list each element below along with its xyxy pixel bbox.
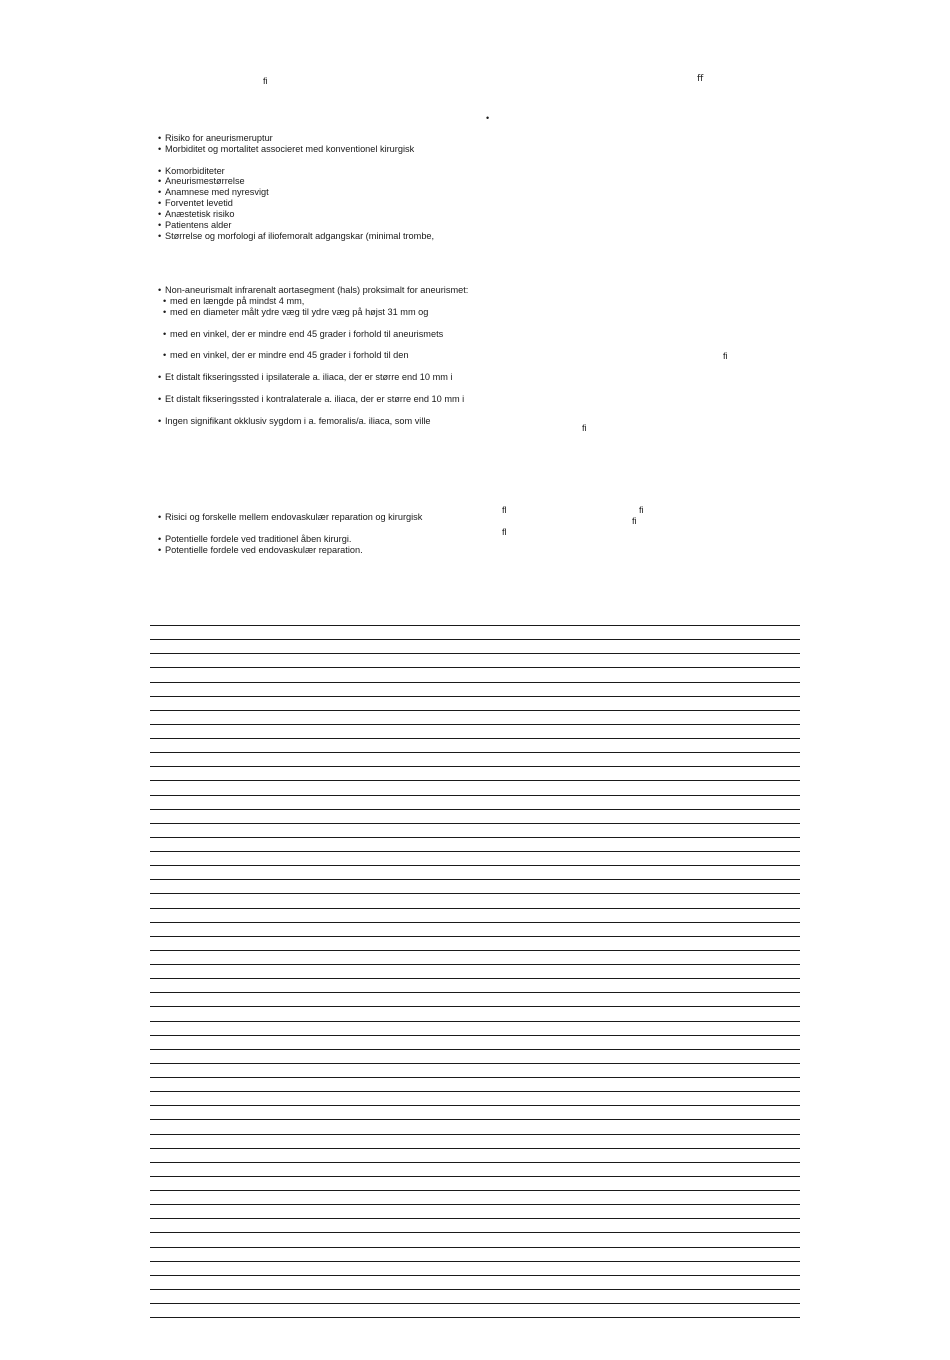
sub-list-item: • med en vinkel, der er mindre end 45 grader i forhold til den xyxy=(163,350,409,360)
ligature-fl: ﬂ xyxy=(502,505,507,515)
note-line xyxy=(150,809,800,823)
note-line xyxy=(150,922,800,936)
note-line xyxy=(150,936,800,950)
list-item: • Ingen signifikant okklusiv sygdom i a. femoralis/a. iliaca, som ville xyxy=(158,416,431,426)
note-line xyxy=(150,1275,800,1289)
note-line xyxy=(150,667,800,681)
note-line xyxy=(150,724,800,738)
list-item: • Komorbiditeter xyxy=(158,166,225,176)
note-line xyxy=(150,1049,800,1063)
list-item: • Anæstetisk risiko xyxy=(158,209,235,219)
note-line xyxy=(150,992,800,1006)
note-line xyxy=(150,752,800,766)
note-line xyxy=(150,1204,800,1218)
note-line xyxy=(150,738,800,752)
note-line xyxy=(150,1303,800,1317)
note-line xyxy=(150,964,800,978)
note-line xyxy=(150,1176,800,1190)
note-line xyxy=(150,1077,800,1091)
note-line xyxy=(150,1134,800,1148)
note-line xyxy=(150,837,800,851)
note-line xyxy=(150,1105,800,1119)
ligature-fl: ﬂ xyxy=(502,527,507,537)
note-line xyxy=(150,1162,800,1176)
note-line xyxy=(150,1232,800,1246)
note-line xyxy=(150,1218,800,1232)
list-item: • Aneurismestørrelse xyxy=(158,176,245,186)
sub-list-item: • med en længde på mindst 4 mm, xyxy=(163,296,305,306)
list-item: • Et distalt fikseringssted i ipsilaterale a. iliaca, der er større end 10 mm i xyxy=(158,372,453,382)
note-line xyxy=(150,978,800,992)
note-line xyxy=(150,1261,800,1275)
sub-list-item: • med en vinkel, der er mindre end 45 grader i forhold til aneurismets xyxy=(163,329,444,339)
note-line xyxy=(150,639,800,653)
ligature-ff: ﬀ xyxy=(697,73,704,83)
list-item: • Patientens alder xyxy=(158,220,232,230)
note-line xyxy=(150,851,800,865)
note-line xyxy=(150,696,800,710)
list-item: • Anamnese med nyresvigt xyxy=(158,187,269,197)
list-item: • Potentielle fordele ved traditionel åben kirurgi. xyxy=(158,534,352,544)
ruled-note-lines xyxy=(150,625,800,1331)
note-line xyxy=(150,795,800,809)
note-line xyxy=(150,682,800,696)
ligature-fi: ﬁ xyxy=(639,505,644,515)
note-line xyxy=(150,710,800,724)
note-line xyxy=(150,1289,800,1303)
stray-bullet: • xyxy=(486,113,490,123)
ligature-fi: ﬁ xyxy=(263,76,268,86)
list-item: • Risici og forskelle mellem endovaskulær reparation og kirurgisk xyxy=(158,512,423,522)
note-line xyxy=(150,893,800,907)
list-item: • Størrelse og morfologi af iliofemoralt adgangskar (minimal trombe, xyxy=(158,231,435,241)
list-item: • Non-aneurismalt infrarenalt aortasegment (hals) proksimalt for aneurismet: xyxy=(158,285,469,295)
ligature-fi: ﬁ xyxy=(723,351,728,361)
note-line xyxy=(150,908,800,922)
note-line xyxy=(150,1148,800,1162)
list-item: • Morbiditet og mortalitet associeret med konventionel kirurgisk xyxy=(158,144,415,154)
list-item: • Forventet levetid xyxy=(158,198,233,208)
sub-list-item: • med en diameter målt ydre væg til ydre væg på højst 31 mm og xyxy=(163,307,429,317)
note-line xyxy=(150,1190,800,1204)
ligature-fi: ﬁ xyxy=(582,423,587,433)
note-line xyxy=(150,780,800,794)
note-line xyxy=(150,823,800,837)
note-line xyxy=(150,625,800,639)
note-line xyxy=(150,1091,800,1105)
list-item: • Potentielle fordele ved endovaskulær reparation. xyxy=(158,545,363,555)
note-line xyxy=(150,1021,800,1035)
note-line xyxy=(150,1035,800,1049)
note-line xyxy=(150,1063,800,1077)
note-line xyxy=(150,865,800,879)
note-line xyxy=(150,653,800,667)
note-line xyxy=(150,766,800,780)
note-line xyxy=(150,879,800,893)
ligature-fi: ﬁ xyxy=(632,516,637,526)
list-item: • Risiko for aneurismeruptur xyxy=(158,133,273,143)
note-line xyxy=(150,1006,800,1020)
note-line xyxy=(150,1119,800,1133)
note-line xyxy=(150,1247,800,1261)
note-line xyxy=(150,1317,800,1331)
list-item: • Et distalt fikseringssted i kontralaterale a. iliaca, der er større end 10 mm i xyxy=(158,394,465,404)
note-line xyxy=(150,950,800,964)
